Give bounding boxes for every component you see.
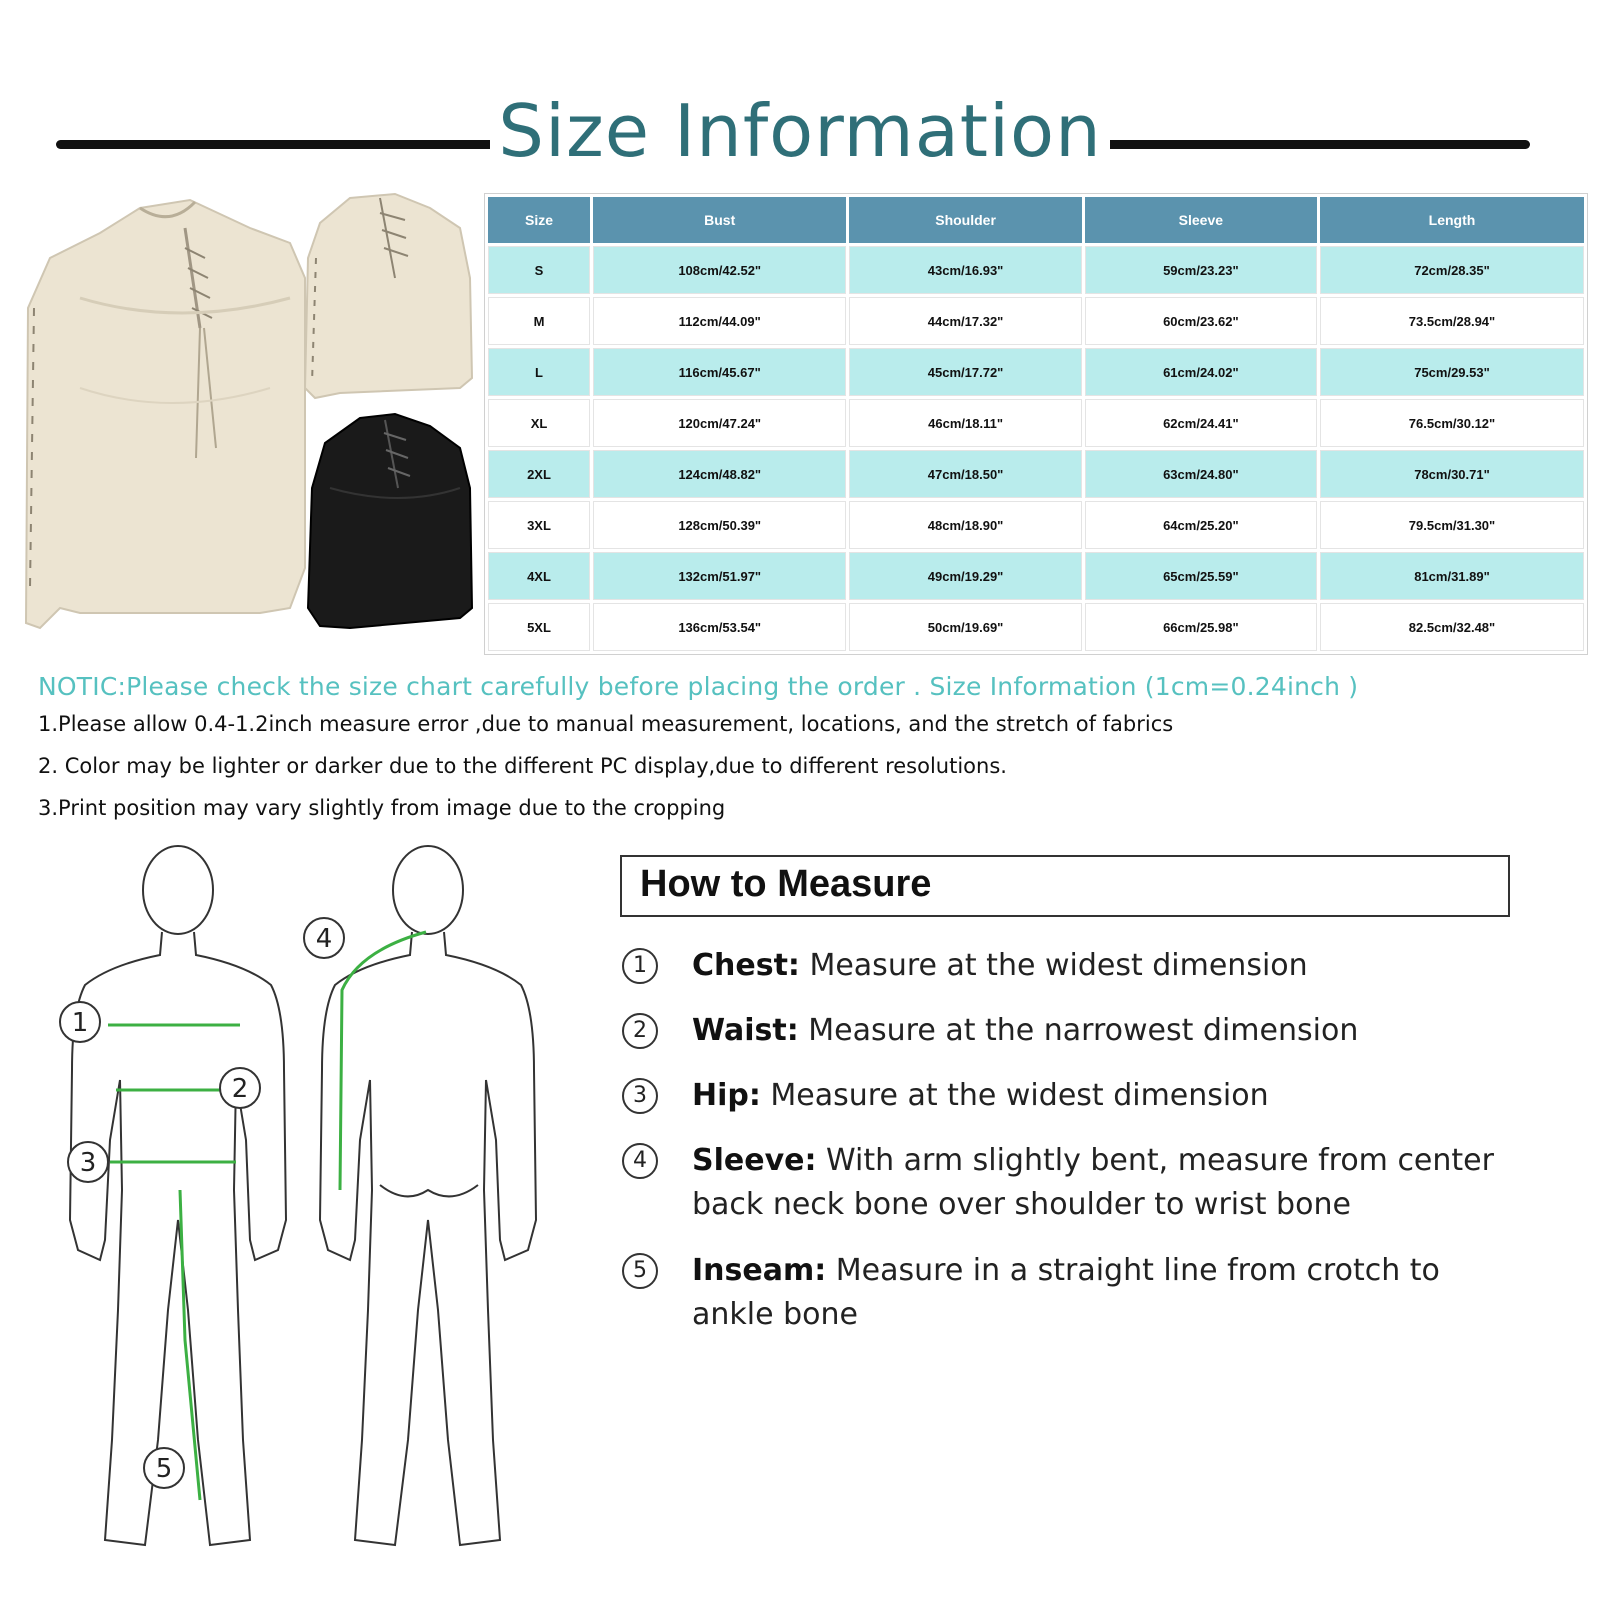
length-cell: 82.5cm/32.48" — [1320, 603, 1584, 651]
step-number: 1 — [622, 948, 658, 984]
note-3: 3.Print position may vary slightly from image due to the cropping — [38, 796, 726, 820]
header-sleeve: Sleeve — [1085, 197, 1317, 243]
bust-cell: 116cm/45.67" — [593, 348, 846, 396]
sleeve-cell: 64cm/25.20" — [1085, 501, 1317, 549]
sleeve-cell: 60cm/23.62" — [1085, 297, 1317, 345]
size-cell: 4XL — [488, 552, 590, 600]
figure-label-4: 4 — [315, 924, 333, 954]
note-1: 1.Please allow 0.4-1.2inch measure error ,due to manual measurement, locations, and the stretch of fabrics — [38, 712, 1174, 736]
step-label: Chest: — [692, 948, 800, 983]
size-cell: 2XL — [488, 450, 590, 498]
bust-cell: 128cm/50.39" — [593, 501, 846, 549]
table-row — [488, 399, 1584, 447]
length-cell: 73.5cm/28.94" — [1320, 297, 1584, 345]
table-row — [488, 450, 1584, 498]
step-number: 3 — [622, 1078, 658, 1114]
sleeve-cell: 61cm/24.02" — [1085, 348, 1317, 396]
header-length: Length — [1320, 197, 1584, 243]
sleeve-cell: 66cm/25.98" — [1085, 603, 1317, 651]
bust-cell: 136cm/53.54" — [593, 603, 846, 651]
figure-label-5: 5 — [155, 1454, 173, 1484]
figure-label-1: 1 — [71, 1008, 89, 1038]
sleeve-cell: 63cm/24.80" — [1085, 450, 1317, 498]
notice-text: NOTIC:Please check the size chart carefully before placing the order . Size Information (1cm=0.24inch ) — [38, 672, 1359, 701]
measurement-lines — [108, 932, 426, 1500]
step-description: Measure at the widest dimension — [760, 1078, 1269, 1113]
shoulder-cell: 48cm/18.90" — [849, 501, 1081, 549]
step-description: With arm slightly bent, measure from center back neck bone over shoulder to wrist bone — [692, 1143, 1494, 1222]
how-to-measure-title: How to Measure — [640, 863, 932, 905]
product-photos — [20, 188, 480, 648]
step-label: Hip: — [692, 1078, 761, 1113]
bust-cell: 120cm/47.24" — [593, 399, 846, 447]
back-body-outline — [320, 846, 536, 1545]
cream-shirt-small-image — [305, 194, 472, 398]
size-cell: 5XL — [488, 603, 590, 651]
step-label: Waist: — [692, 1013, 799, 1048]
table-row — [488, 501, 1584, 549]
step-number: 5 — [622, 1253, 658, 1289]
length-cell: 79.5cm/31.30" — [1320, 501, 1584, 549]
cream-shirt-large-image — [26, 200, 305, 628]
length-cell: 75cm/29.53" — [1320, 348, 1584, 396]
black-shirt-image — [308, 414, 472, 628]
step-number: 2 — [622, 1013, 658, 1049]
header-bust: Bust — [593, 197, 846, 243]
size-cell: S — [488, 246, 590, 294]
sleeve-cell: 59cm/23.23" — [1085, 246, 1317, 294]
front-body-outline — [70, 846, 286, 1545]
sleeve-cell: 62cm/24.41" — [1085, 399, 1317, 447]
header-size: Size — [488, 197, 590, 243]
bust-cell: 108cm/42.52" — [593, 246, 846, 294]
sleeve-cell: 65cm/25.59" — [1085, 552, 1317, 600]
step-description: Measure in a straight line from crotch to ankle bone — [692, 1253, 1440, 1332]
page-title: Size Information — [0, 86, 1600, 176]
table-row — [488, 246, 1584, 294]
size-cell: XL — [488, 399, 590, 447]
note-2: 2. Color may be lighter or darker due to the different PC display,due to different resolutions. — [38, 754, 1007, 778]
length-cell: 78cm/30.71" — [1320, 450, 1584, 498]
how-to-measure-header — [620, 855, 1510, 917]
body-measurement-figure — [50, 840, 570, 1580]
table-row — [488, 552, 1584, 600]
step-label: Sleeve: — [692, 1143, 817, 1178]
table-row — [488, 348, 1584, 396]
length-cell: 72cm/28.35" — [1320, 246, 1584, 294]
table-header-row — [488, 197, 1584, 243]
length-cell: 81cm/31.89" — [1320, 552, 1584, 600]
shoulder-cell: 49cm/19.29" — [849, 552, 1081, 600]
step-number: 4 — [622, 1143, 658, 1179]
size-cell: L — [488, 348, 590, 396]
shoulder-cell: 43cm/16.93" — [849, 246, 1081, 294]
figure-label-3: 3 — [79, 1148, 97, 1178]
shoulder-cell: 46cm/18.11" — [849, 399, 1081, 447]
table-row — [488, 603, 1584, 651]
shoulder-cell: 47cm/18.50" — [849, 450, 1081, 498]
step-description: Measure at the narrowest dimension — [798, 1013, 1359, 1048]
size-cell: M — [488, 297, 590, 345]
step-label: Inseam: — [692, 1253, 827, 1288]
shoulder-cell: 44cm/17.32" — [849, 297, 1081, 345]
size-cell: 3XL — [488, 501, 590, 549]
bust-cell: 124cm/48.82" — [593, 450, 846, 498]
shoulder-cell: 45cm/17.72" — [849, 348, 1081, 396]
measurement-number-markers — [60, 918, 344, 1488]
bust-cell: 132cm/51.97" — [593, 552, 846, 600]
size-chart-table — [484, 193, 1588, 655]
table-row — [488, 297, 1584, 345]
step-description: Measure at the widest dimension — [799, 948, 1308, 983]
length-cell: 76.5cm/30.12" — [1320, 399, 1584, 447]
figure-label-2: 2 — [231, 1074, 249, 1104]
shoulder-cell: 50cm/19.69" — [849, 603, 1081, 651]
bust-cell: 112cm/44.09" — [593, 297, 846, 345]
header-shoulder: Shoulder — [849, 197, 1081, 243]
